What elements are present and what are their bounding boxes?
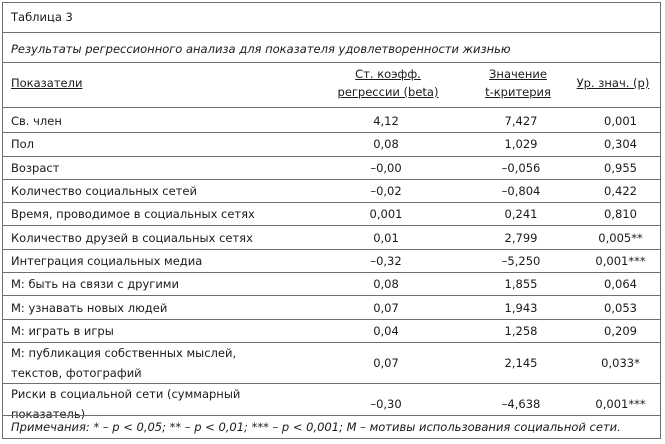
row-t: –0,056: [461, 156, 581, 179]
row-p: 0,810: [581, 203, 660, 226]
row-t: 1,943: [461, 296, 581, 319]
row-name: Время, проводимое в социальных сетях: [3, 203, 311, 226]
row-t: 2,145: [461, 342, 581, 383]
row-t: 1,258: [461, 319, 581, 342]
regression-table: [3, 110, 660, 424]
table-row: [3, 383, 660, 424]
table-row: [3, 133, 660, 156]
row-p: 0,064: [581, 273, 660, 296]
table-row: [3, 319, 660, 342]
row-p: 0,304: [581, 133, 660, 156]
row-t: 1,855: [461, 273, 581, 296]
divider: [3, 62, 660, 63]
table-row: [3, 203, 660, 226]
table-row: [3, 156, 660, 179]
row-name: Количество социальных сетей: [3, 179, 311, 202]
header-beta-line1: Ст. коэфф.: [355, 67, 421, 81]
row-name: М: играть в игры: [3, 319, 311, 342]
row-beta: 0,07: [311, 296, 461, 319]
row-beta: –0,32: [311, 249, 461, 272]
row-t: 1,029: [461, 133, 581, 156]
table-title: Результаты регрессионного анализа для показателя удовлетворенности жизнью: [11, 42, 511, 56]
header-divider: [3, 107, 660, 108]
row-p: 0,422: [581, 179, 660, 202]
row-name: Количество друзей в социальных сетях: [3, 226, 311, 249]
table-row: [3, 342, 660, 383]
table-row: [3, 226, 660, 249]
row-name: [3, 383, 311, 424]
row-p: 0,955: [581, 156, 660, 179]
row-t: –0,804: [461, 179, 581, 202]
header-t-line1: Значение: [489, 67, 547, 81]
row-name: Пол: [3, 133, 311, 156]
row-t: –5,250: [461, 249, 581, 272]
header-beta: [323, 65, 453, 101]
table-row: [3, 110, 660, 133]
row-name: [3, 342, 311, 383]
table-row: [3, 296, 660, 319]
row-t: 7,427: [461, 110, 581, 133]
note-divider: [3, 415, 660, 416]
row-name: М: узнавать новых людей: [3, 296, 311, 319]
row-name: М: быть на связи с другими: [3, 273, 311, 296]
row-beta: –0,00: [311, 156, 461, 179]
row-name: Возраст: [3, 156, 311, 179]
row-t: –4,638: [501, 396, 541, 411]
divider: [3, 32, 660, 33]
row-name-line2: текстов, фотографий: [11, 365, 142, 380]
row-p: 0,001***: [595, 396, 646, 411]
header-indicator: Показатели: [11, 76, 83, 90]
table-note: Примечания: * – р < 0,05; ** – р < 0,01; *** – р < 0,001; М – мотивы использования социальной сети.: [11, 420, 621, 434]
row-name-line1: М: публикация собственных мыслей,: [11, 345, 237, 360]
row-beta: –0,30: [370, 396, 402, 411]
row-p: 0,033*: [581, 342, 660, 383]
table-row: [3, 179, 660, 202]
row-beta: 0,08: [311, 133, 461, 156]
table-frame: [2, 2, 661, 439]
header-t: [473, 65, 563, 101]
row-beta: –0,02: [311, 179, 461, 202]
row-beta: 0,08: [311, 273, 461, 296]
row-name-line1: Риски в социальной сети (суммарный: [11, 386, 241, 401]
header-beta-line2: регрессии (beta): [337, 85, 439, 99]
table-row: [3, 273, 660, 296]
table-row: [3, 249, 660, 272]
row-p: 0,053: [581, 296, 660, 319]
row-p: 0,005**: [581, 226, 660, 249]
row-name: Интеграция социальных медиа: [3, 249, 311, 272]
header-p: Ур. знач. (р): [576, 76, 650, 90]
header-t-line2: t-критерия: [485, 85, 551, 99]
row-t: 0,241: [461, 203, 581, 226]
row-beta: 0,001: [311, 203, 461, 226]
row-p: 0,001***: [581, 249, 660, 272]
row-beta: 4,12: [311, 110, 461, 133]
row-beta: 0,07: [311, 342, 461, 383]
row-t: 2,799: [461, 226, 581, 249]
table-label: Таблица 3: [11, 10, 73, 24]
row-p: 0,001: [581, 110, 660, 133]
row-beta: 0,04: [311, 319, 461, 342]
row-name: Св. член: [3, 110, 311, 133]
row-p: 0,209: [581, 319, 660, 342]
row-beta: 0,01: [311, 226, 461, 249]
row-name-line2: показатель): [11, 406, 86, 421]
